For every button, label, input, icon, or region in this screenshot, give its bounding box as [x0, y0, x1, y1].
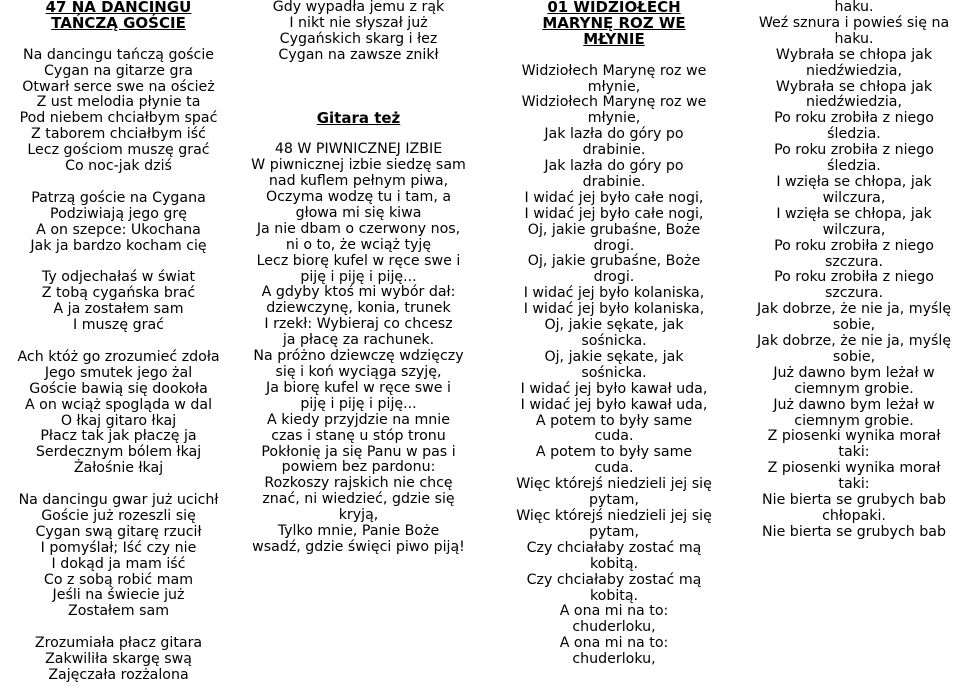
lyric-line: śledzia.	[827, 126, 881, 143]
lyric-line: Co noc-jak dziś	[65, 158, 172, 175]
lyric-line: Po roku zrobiła z niego	[774, 237, 934, 254]
lyric-line: I widać jej było całe nogi,	[524, 189, 704, 206]
lyric-line: kobitą.	[589, 555, 639, 572]
lyric-line: I dokąd ja mam iść	[51, 555, 186, 572]
song-title: 47 NA DANCINGU	[45, 0, 192, 16]
lyric-line: Cygan na gitarze gra	[44, 62, 193, 79]
lyric-line: Rozkoszy rajskich nie chcę	[264, 475, 453, 492]
lyric-line: nad kuflem pełnym piwa,	[268, 173, 449, 190]
lyric-line: Widziołech Marynę roz we	[521, 62, 707, 79]
lyric-line: Patrzą goście na Cygana	[31, 189, 206, 206]
lyric-line: A kiedy przyjdzie na mnie	[267, 411, 450, 428]
lyric-line: Jak ja bardzo kocham cię	[30, 237, 207, 254]
lyric-line: Więc którejś niedzieli jej się	[516, 476, 712, 493]
lyric-line: cuda.	[594, 428, 634, 445]
lyric-line: ni o to, że wciąż tyję	[285, 236, 432, 253]
lyric-line: Weź sznura i powieś się na	[758, 14, 950, 31]
lyric-line: taki:	[838, 444, 870, 461]
lyric-line: Z tobą cygańska brać	[41, 285, 196, 302]
lyric-line: Widziołech Marynę roz we	[521, 94, 707, 111]
lyric-line: I nikt nie słyszał już	[289, 14, 428, 31]
lyric-line: znać, ni wiedzieć, gdzie się	[262, 491, 455, 508]
lyric-line: czas i stanę u stóp tronu	[271, 427, 446, 444]
lyric-line: sobie,	[832, 348, 876, 365]
lyric-line: I pomyślał; Iść czy nie	[40, 539, 197, 556]
column-2	[237, 0, 480, 556]
lyric-line: Zakwiliła skargę swą	[45, 651, 192, 668]
lyric-line: Pod niebem chciałbym spać	[19, 110, 218, 127]
lyric-line: Oczyma wodzę tu i tam, a	[265, 189, 452, 206]
song-title: Gitara też	[316, 108, 401, 127]
lyric-line: Serdecznym bólem łkaj	[35, 444, 202, 461]
lyric-line: Ach któż go zrozumieć zdoła	[17, 348, 220, 365]
lyric-line: drabinie.	[582, 173, 646, 190]
lyric-line: piję i piję i piję...	[300, 395, 417, 412]
lyric-line: Cygańskich skarg i łez	[279, 30, 438, 47]
lyric-line: Gdy wypadła jemu z rąk	[272, 0, 445, 15]
lyric-line: I widać jej było całe nogi,	[524, 205, 704, 222]
lyric-line: pytam,	[589, 523, 639, 540]
lyric-line: powiem bez pardonu:	[281, 459, 436, 476]
lyric-line: drogi.	[593, 237, 635, 254]
lyric-line: Ja biorę kufel w ręce swe i	[266, 379, 451, 396]
lyric-line: Na dancingu tańczą goście	[23, 46, 214, 63]
lyric-line: cuda.	[594, 460, 634, 477]
lyric-line: Wybrała se chłopa jak	[775, 46, 933, 63]
lyric-line: Oj, jakie sękate, jak	[544, 317, 684, 334]
lyric-line: Zrozumiała płacz gitara	[34, 635, 203, 652]
lyric-line: się i koń wyciąga szyję,	[275, 364, 442, 380]
lyric-line: kobitą.	[589, 587, 639, 604]
lyric-line: piję i piję i piję...	[300, 268, 417, 285]
lyric-line: chuderloku,	[572, 651, 656, 668]
lyric-line: A ona mi na to:	[559, 603, 669, 620]
lyric-line: sośnicka.	[581, 333, 647, 350]
lyric-line: Oj, jakie grubaśne, Boże	[527, 253, 701, 270]
lyric-line: Podziwiają jego grę	[50, 205, 187, 222]
lyric-line: drabinie.	[582, 142, 646, 159]
lyric-line: A potem to były same	[535, 444, 693, 461]
lyric-line: ja płacę za rachunek.	[282, 332, 435, 349]
lyric-line: Jeśli na świecie już	[52, 587, 185, 604]
lyric-line: Wybrała se chłopa jak	[775, 78, 933, 95]
lyric-line: I rzekł: Wybieraj co chcesz	[264, 316, 453, 333]
song-title: MARYNĘ ROZ WE	[542, 13, 686, 32]
lyric-line: Cygan na zawsze znikł	[278, 46, 439, 63]
song-title: 01 WIDZIOŁECH	[547, 0, 681, 16]
lyric-line: haku.	[834, 0, 874, 15]
lyric-line: taki:	[838, 476, 870, 493]
lyric-line: I widać jej było kawał uda,	[520, 380, 708, 397]
lyric-line: A on wciąż spogląda w dal	[24, 396, 213, 413]
lyric-line: A ja zostałem sam	[53, 301, 184, 318]
lyric-line: Pokłonię ja się Panu w pas i	[261, 443, 456, 460]
lyric-line: Z ust melodia płynie ta	[36, 94, 201, 111]
lyric-line: Co z sobą robić mam	[43, 571, 194, 588]
lyric-line: młynie,	[587, 78, 641, 95]
lyric-line: Po roku zrobiła z niego	[774, 142, 934, 159]
column-3	[480, 0, 748, 668]
lyric-line: głowa mi się kiwa	[295, 204, 422, 221]
lyric-line: chuderloku,	[572, 619, 656, 636]
lyric-line: Po roku zrobiła z niego	[774, 269, 934, 286]
lyric-line: chłopaki.	[822, 508, 886, 524]
lyric-line: Lecz biorę kufel w ręce swe i	[256, 252, 461, 269]
column-1	[0, 0, 237, 684]
lyric-line: Zajęczała rozżalona	[48, 666, 189, 683]
lyric-line: sobie,	[832, 317, 876, 334]
lyric-line: szczura.	[824, 253, 884, 270]
lyric-line: Goście już rozeszli się	[41, 507, 196, 524]
lyric-line: Cygan swą gitarę rzucił	[35, 523, 202, 540]
lyric-line: Już dawno bym leżał w	[773, 364, 935, 381]
lyric-line: Nie bierta se grubych bab	[762, 523, 946, 540]
lyric-line: ciemnym grobie.	[794, 412, 914, 429]
lyric-line: dziewczynę, konia, trunek	[266, 300, 451, 317]
lyric-line: I widać jej było kolaniska,	[523, 301, 705, 318]
lyric-line: Po roku zrobiła z niego	[774, 110, 934, 127]
lyric-line: Jak lazła do góry po	[544, 158, 684, 175]
lyric-line: Oj, jakie sękate, jak	[544, 348, 684, 365]
lyric-line: Jak lazła do góry po	[544, 126, 684, 143]
lyric-line: I wzięła se chłopa, jak	[776, 173, 932, 190]
lyric-line: wsadź, gdzie święci piwo piją!	[252, 538, 465, 555]
lyric-line: Ja nie dbam o czerwony nos,	[256, 220, 461, 237]
lyric-line: Jego smutek jego żal	[44, 364, 193, 381]
lyric-line: Z piosenki wynika morał	[767, 428, 941, 445]
lyric-line: I muszę grać	[73, 317, 164, 334]
lyric-line: haku.	[834, 30, 874, 47]
lyric-line: A gdyby ktoś mi wybór dał:	[261, 284, 456, 301]
lyric-line: I wzięła se chłopa, jak	[776, 205, 932, 222]
lyric-line: Tylko mnie, Panie Boże	[277, 523, 440, 540]
lyric-line: drogi.	[593, 269, 635, 286]
lyric-line: Czy chciałaby zostać mą	[526, 571, 702, 588]
lyric-line: wilczura,	[822, 189, 886, 206]
lyric-line: Ty odjechałaś w świat	[41, 269, 196, 286]
lyric-line: Zostałem sam	[67, 603, 170, 620]
lyric-line: kryją,	[338, 507, 379, 524]
song-title: MŁYNIE	[583, 29, 645, 48]
lyric-line: A ona mi na to:	[559, 635, 669, 652]
lyric-line: Na próżno dziewczę wdzięczy	[253, 348, 464, 365]
lyric-line: wilczura,	[822, 221, 886, 238]
lyric-line: A potem to były same	[535, 412, 693, 429]
lyric-line: Jak dobrze, że nie ja, myślę	[756, 301, 952, 318]
lyric-line: śledzia.	[827, 158, 881, 175]
lyric-line: I widać jej było kolaniska,	[523, 285, 705, 302]
lyric-line: I widać jej było kawał uda,	[520, 396, 708, 413]
lyric-line: Już dawno bym leżał w	[773, 396, 935, 413]
lyric-line: Nie bierta se grubych bab	[762, 492, 946, 509]
lyric-line: pytam,	[589, 492, 639, 509]
lyric-line: sośnicka.	[581, 364, 647, 381]
lyric-line: Goście bawią się dookoła	[29, 380, 208, 397]
lyric-line: Płacz tak jak płaczę ja	[40, 428, 197, 445]
column-4	[748, 0, 960, 541]
lyric-line: W piwnicznej izbie siedzę sam	[251, 157, 466, 174]
lyric-line: ciemnym grobie.	[794, 380, 914, 397]
lyric-line: 48 W PIWNICZNEJ IZBIE	[274, 141, 443, 158]
lyric-line: Czy chciałaby zostać mą	[526, 539, 702, 556]
lyric-line: Jak dobrze, że nie ja, myślę	[756, 333, 952, 350]
lyric-line: O łkaj gitaro łkaj	[60, 412, 177, 429]
lyric-line: Więc którejś niedzieli jej się	[516, 507, 712, 524]
lyric-line: Z piosenki wynika morał	[767, 460, 941, 477]
lyric-line: szczura.	[824, 285, 884, 302]
lyric-line: niedźwiedzia,	[806, 94, 902, 111]
lyric-line: Na dancingu gwar już ucichł	[18, 492, 219, 509]
lyric-line: Żałośnie łkaj	[73, 460, 164, 477]
lyric-line: niedźwiedzia,	[806, 62, 902, 79]
lyric-line: Lecz gościom muszę grać	[27, 142, 210, 159]
lyric-line: Otwarł serce swe na oścież	[22, 78, 215, 95]
lyric-line: Oj, jakie grubaśne, Boże	[527, 221, 701, 238]
song-title: TAŃCZĄ GOŚCIE	[51, 13, 186, 32]
lyric-line: młynie,	[587, 110, 641, 127]
lyric-line: Z taborem chciałbym iść	[31, 126, 206, 143]
lyric-line: A on szepce: Ukochana	[36, 221, 201, 238]
